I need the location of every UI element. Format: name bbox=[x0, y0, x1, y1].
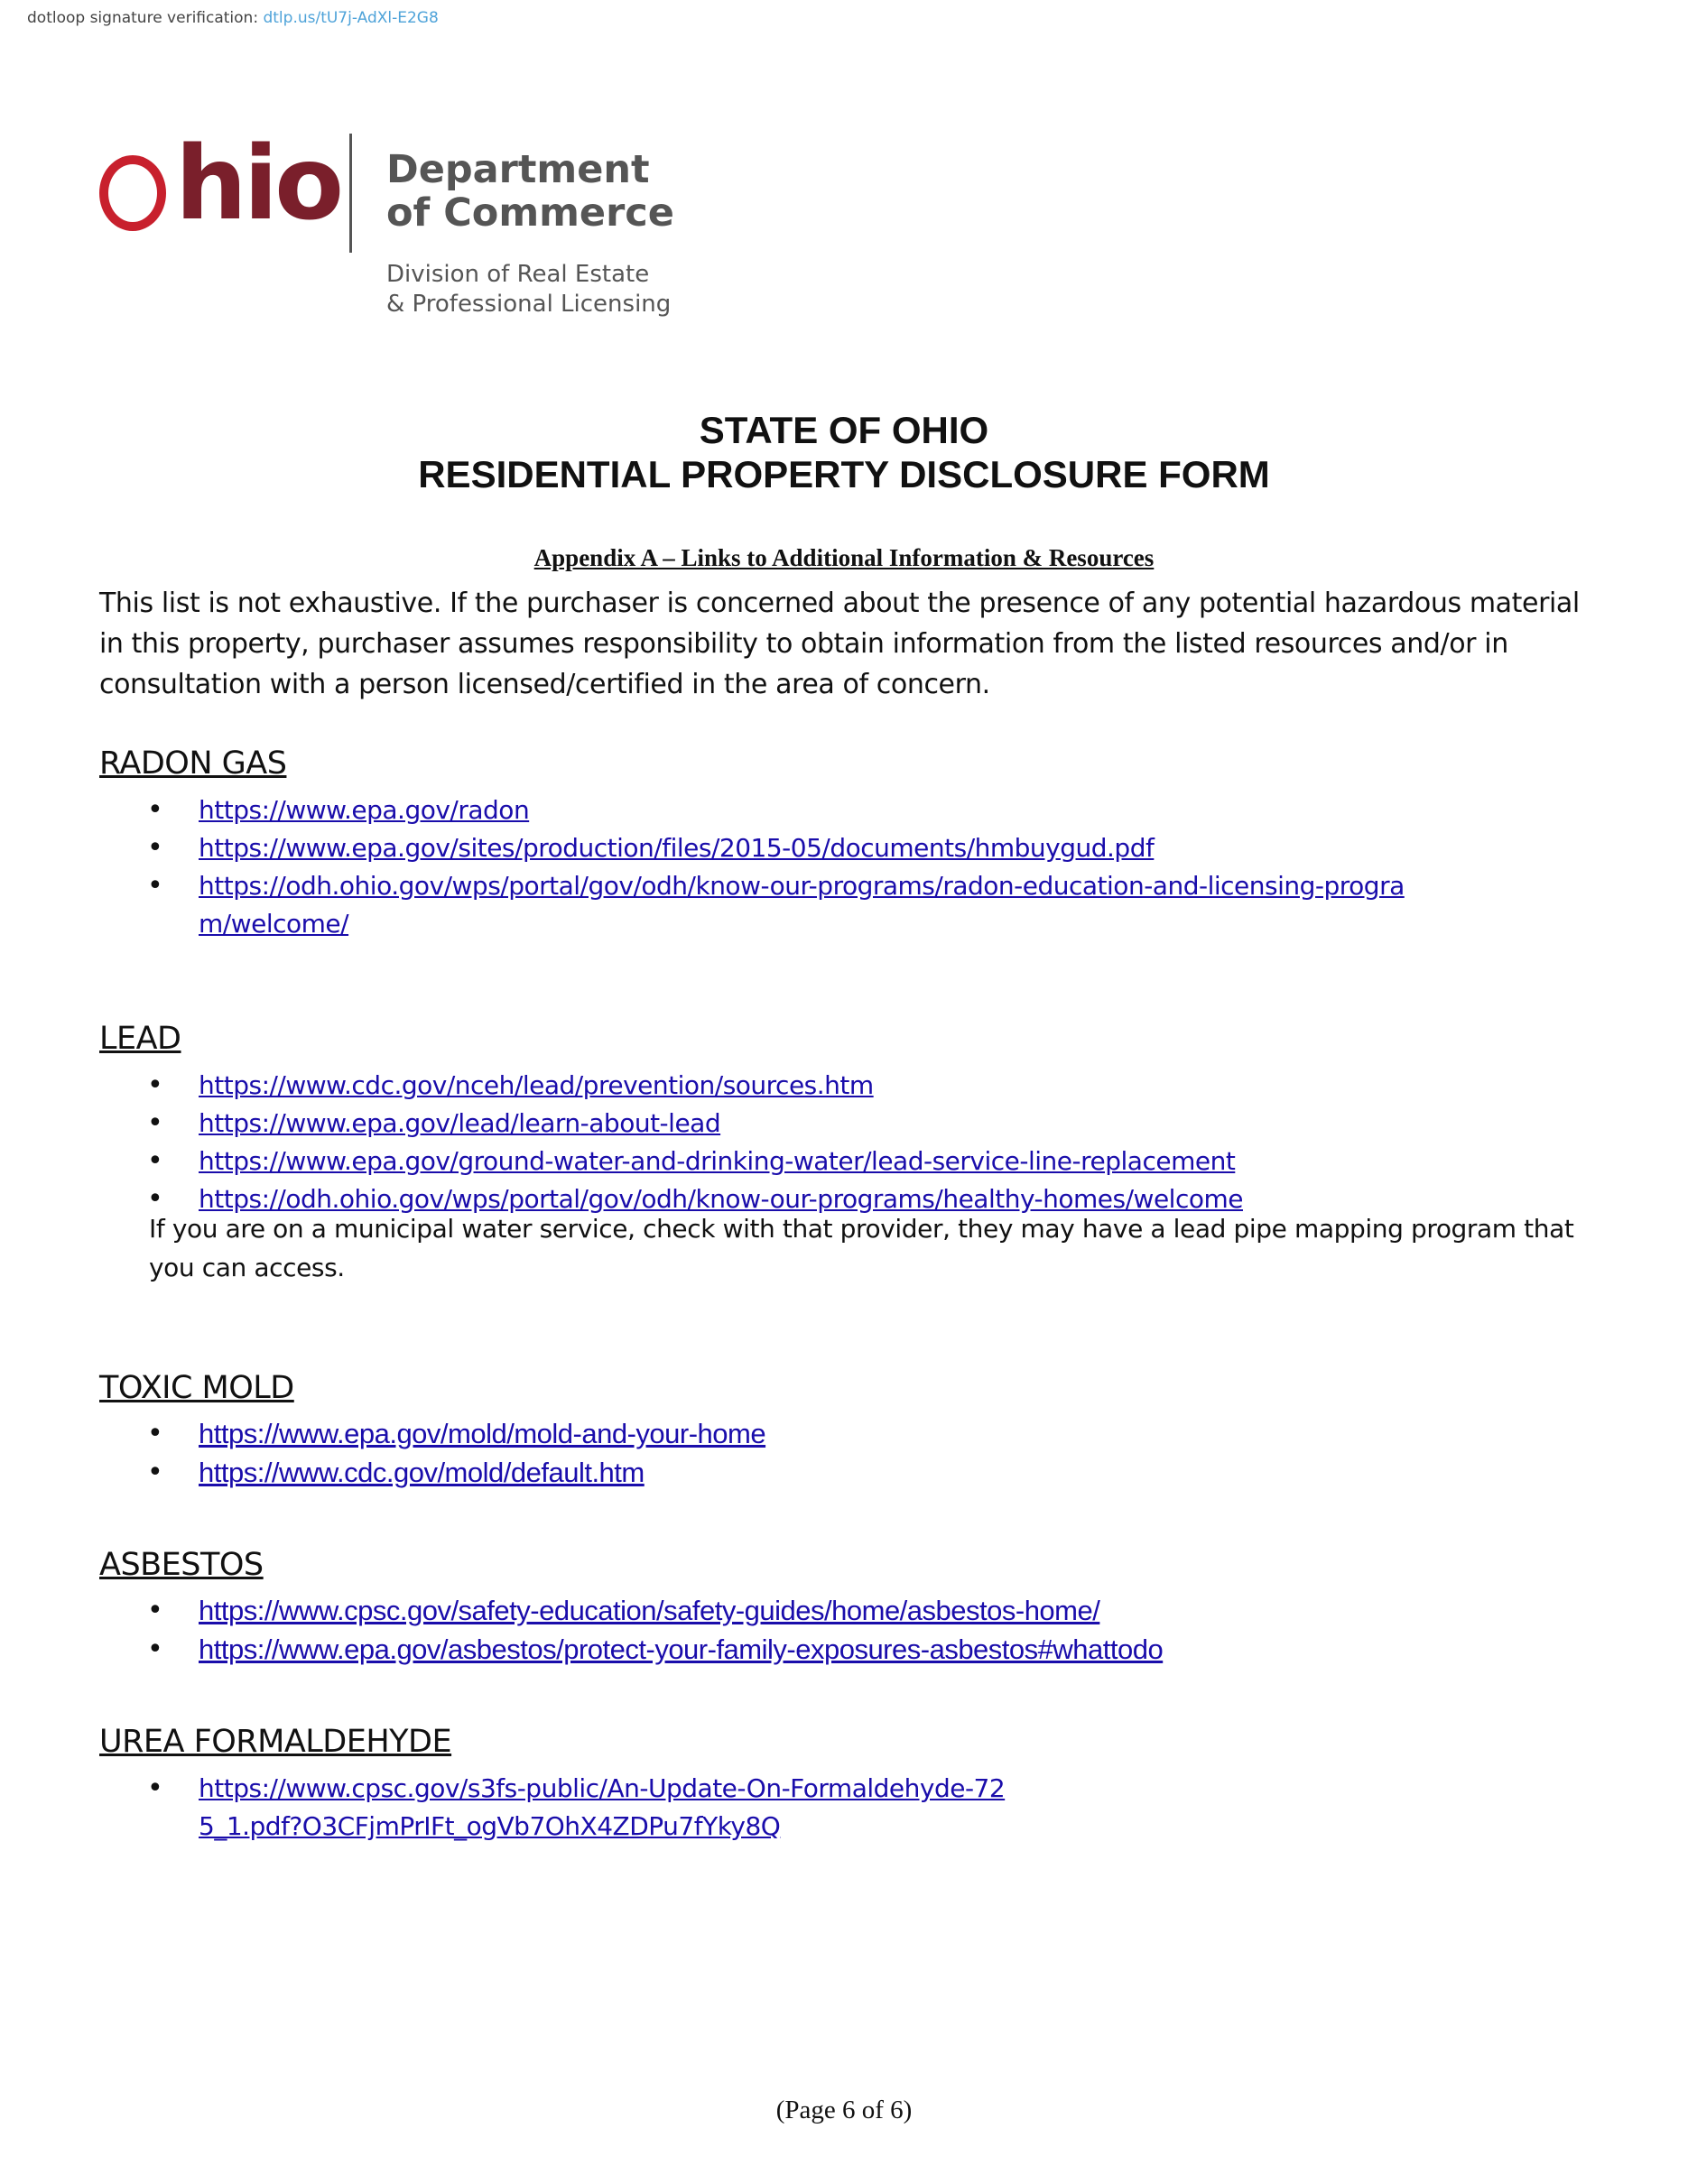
intro-paragraph: This list is not exhaustive. If the purchaser is concerned about the presence of any potential hazardous material in this property, purchaser assumes responsibility to obtain information from the listed resources and/or in consultation with a person licensed/certified in the area of concern. bbox=[99, 588, 1580, 700]
radon-link-1[interactable]: https://www.epa.gov/radon bbox=[199, 795, 530, 825]
form-title-line-1: STATE OF OHIO bbox=[699, 409, 989, 451]
section-heading-asbestos: ASBESTOS bbox=[99, 1547, 264, 1583]
lead-link-1[interactable]: https://www.cdc.gov/nceh/lead/prevention/sources.htm bbox=[199, 1070, 874, 1100]
section-heading-lead: LEAD bbox=[99, 1021, 181, 1057]
department-line-1: Department bbox=[386, 147, 650, 192]
bullet: • bbox=[147, 1107, 163, 1139]
list-item bbox=[0, 1143, 1625, 1180]
radon-link-2[interactable]: https://www.epa.gov/sites/production/files/2015-05/documents/hmbuygud.pdf bbox=[199, 833, 1155, 863]
logo-word-hio: hio bbox=[175, 125, 341, 243]
list-item bbox=[0, 829, 1625, 867]
list-item bbox=[0, 1592, 1625, 1631]
bullet: • bbox=[147, 1183, 163, 1215]
lead-link-4[interactable]: https://odh.ohio.gov/wps/portal/gov/odh/know-our-programs/healthy-homes/welcome bbox=[199, 1184, 1243, 1214]
mold-link-2[interactable]: https://www.cdc.gov/mold/default.htm bbox=[199, 1457, 645, 1488]
lead-link-3[interactable]: https://www.epa.gov/ground-water-and-drinking-water/lead-service-line-replacement bbox=[199, 1146, 1236, 1176]
bullet: • bbox=[147, 1772, 163, 1804]
list-item bbox=[0, 791, 1625, 829]
signature-verification bbox=[27, 9, 439, 27]
list-item bbox=[0, 1105, 1625, 1143]
bullet: • bbox=[147, 1633, 163, 1665]
section-heading-urea: UREA FORMALDEHYDE bbox=[99, 1724, 452, 1760]
division-name bbox=[386, 260, 671, 319]
list-item bbox=[0, 867, 1426, 943]
list-item bbox=[0, 1631, 1625, 1670]
verification-link[interactable]: dtlp.us/tU7j-AdXl-E2G8 bbox=[263, 9, 439, 27]
urea-link-1[interactable]: https://www.cpsc.gov/s3fs-public/An-Update-On-Formaldehyde-725_1.pdf?O3CFjmPrIFt_ogVb7OhX4ZDPu7fYky8Q bbox=[199, 1773, 1006, 1841]
bullet: • bbox=[147, 794, 163, 826]
lead-links bbox=[0, 1067, 1625, 1218]
form-title-line-2: RESIDENTIAL PROPERTY DISCLOSURE FORM bbox=[418, 453, 1270, 495]
urea-links bbox=[0, 1770, 1625, 1846]
list-item bbox=[0, 1415, 1625, 1454]
page-number: (Page 6 of 6) bbox=[775, 2096, 913, 2124]
section-heading-mold: TOXIC MOLD bbox=[99, 1370, 294, 1406]
lead-note: If you are on a municipal water service, check with that provider, they may have a lead pipe mapping program that you can access. bbox=[149, 1214, 1574, 1282]
lead-link-2[interactable]: https://www.epa.gov/lead/learn-about-lead bbox=[199, 1108, 721, 1138]
mold-links bbox=[0, 1415, 1625, 1493]
division-line-1: Division of Real Estate bbox=[386, 261, 650, 288]
bullet: • bbox=[147, 832, 163, 864]
department-name bbox=[386, 148, 674, 235]
mold-link-1[interactable]: https://www.epa.gov/mold/mold-and-your-home bbox=[199, 1418, 766, 1449]
appendix-heading: Appendix A – Links to Additional Information & Resources bbox=[533, 544, 1155, 571]
asbestos-links bbox=[0, 1592, 1625, 1670]
list-item bbox=[0, 1770, 1011, 1846]
bullet: • bbox=[147, 1457, 163, 1488]
radon-link-3[interactable]: https://odh.ohio.gov/wps/portal/gov/odh/know-our-programs/radon-education-and-licensing-program/welcome/ bbox=[199, 871, 1405, 939]
bullet: • bbox=[147, 1069, 163, 1101]
bullet: • bbox=[147, 1418, 163, 1449]
bullet: • bbox=[147, 870, 163, 902]
ohio-commerce-logo bbox=[97, 125, 693, 332]
verification-label: dotloop signature verification: bbox=[27, 9, 259, 27]
logo-letter-o bbox=[97, 134, 181, 235]
list-item bbox=[0, 1454, 1625, 1493]
asbestos-link-2[interactable]: https://www.epa.gov/asbestos/protect-your-family-exposures-asbestos#whattodo bbox=[199, 1633, 1164, 1665]
bullet: • bbox=[147, 1145, 163, 1177]
division-line-2: & Professional Licensing bbox=[386, 291, 672, 318]
radon-links bbox=[0, 791, 1625, 943]
section-heading-radon: RADON GAS bbox=[99, 745, 287, 782]
bullet: • bbox=[147, 1595, 163, 1626]
asbestos-link-1[interactable]: https://www.cpsc.gov/safety-education/safety-guides/home/asbestos-home/ bbox=[199, 1595, 1100, 1626]
logo-divider bbox=[349, 134, 352, 253]
department-line-2: of Commerce bbox=[386, 190, 674, 236]
list-item bbox=[0, 1067, 1625, 1105]
